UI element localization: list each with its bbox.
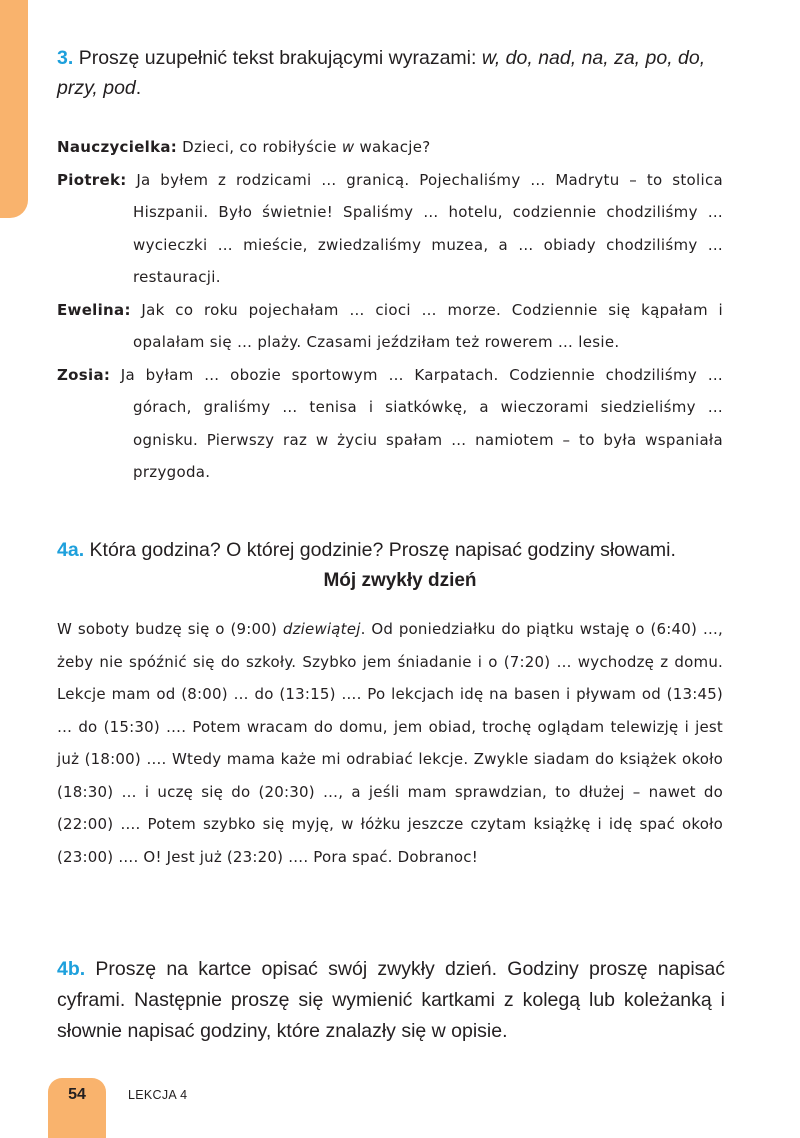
exercise-number: 4a. xyxy=(57,539,85,561)
lesson-label: LEKCJA 4 xyxy=(128,1088,188,1102)
page-number: 54 xyxy=(68,1086,86,1103)
exercise-4b-text: Proszę na kartce opisać swój zwykły dzień. Godziny proszę napisać cyframi. Następnie proszę się wymienić kartkami z kolegą lub koleżanką i słownie napisać godziny, które znalazły się w opisie. xyxy=(57,958,725,1042)
exercise-number: 3. xyxy=(57,47,74,69)
exercise-number: 4b. xyxy=(57,958,86,980)
exercise-4a-instruction xyxy=(57,535,737,565)
dialogue xyxy=(57,131,723,489)
turn-text: Ja byłem z rodzicami … granicą. Pojechaliśmy … Madrytu – to stolica Hiszpanii. Było świetnie! Spaliśmy … hotelu, codziennie chodziliśmy … wycieczki … mieście, zwiedzaliśmy muzea, a … obiady chodziliśmy … restauracji. xyxy=(126,170,723,286)
story-text-rest: . Od poniedziałku do piątku wstaję o (6:40) …, żeby nie spóźnić się do szkoły. Szybko jem śniadanie i o (7:20) … wychodzę z domu. Lekcje mam od (8:00) … do (13:15) …. Po lekcjach idę na basen i pływam od (13:45) … do (15:30) …. Potem wracam do domu, jem obiad, trochę oglądam telewizję i jest już (18:00) …. Wtedy mama każe mi odrabiać lekcje. Zwykle siadam do książek około (18:30) … i uczę się do (20:30) …, a jeśli mam sprawdzian, to dłużej – nawet do (22:00) …. Potem szybko się myję, w łóżku jeszcze czytam książkę i idę spać około (23:00) …. O! Jest już (23:20) …. Pora spać. Dobranoc! xyxy=(57,620,724,866)
speaker-name: Nauczycielka: xyxy=(57,138,178,156)
turn-text: Dzieci, co robiłyście xyxy=(177,138,342,156)
speaker-name: Zosia: xyxy=(57,365,111,384)
story-example-answer: dziewiątej xyxy=(282,620,361,638)
dialogue-turn xyxy=(57,359,723,489)
side-tab-decoration xyxy=(0,0,28,218)
story-text-start: W soboty budzę się o (9:00) xyxy=(57,620,283,638)
speaker-name: Ewelina: xyxy=(57,300,131,319)
exercise-3-instruction xyxy=(57,43,737,103)
turn-text: Ja byłam … obozie sportowym … Karpatach. Codziennie chodziliśmy … górach, graliśmy … tenisa i siatkówkę, a wieczorami siedzieliśmy … ognisku. Pierwszy raz w życiu spałam … namiotem – to była wspaniała przygoda. xyxy=(110,365,723,481)
dialogue-turn xyxy=(57,131,723,164)
dialogue-turn xyxy=(57,294,723,359)
speaker-name: Piotrek: xyxy=(57,170,127,189)
turn-text-end: wakacje? xyxy=(354,138,431,156)
exercise-3-end: . xyxy=(135,77,142,99)
exercise-4a-text: Która godzina? O której godzinie? Proszę napisać godziny słowami. xyxy=(84,539,676,561)
story-title: Mój zwykły dzień xyxy=(323,570,477,591)
turn-example-word: w xyxy=(341,138,355,156)
story-text xyxy=(57,613,723,873)
exercise-4b-instruction xyxy=(57,954,725,1047)
exercise-3-word-list: w, do, nad, na, za, po, do, przy, pod xyxy=(57,47,706,99)
exercise-3-text: Proszę uzupełnić tekst brakującymi wyrazami: xyxy=(78,47,482,69)
turn-text: Jak co roku pojechałam … cioci … morze. Codziennie się kąpałam i opalałam się … plaży. Czasami jeździłam też rowerem … lesie. xyxy=(130,300,723,351)
dialogue-turn xyxy=(57,164,723,294)
